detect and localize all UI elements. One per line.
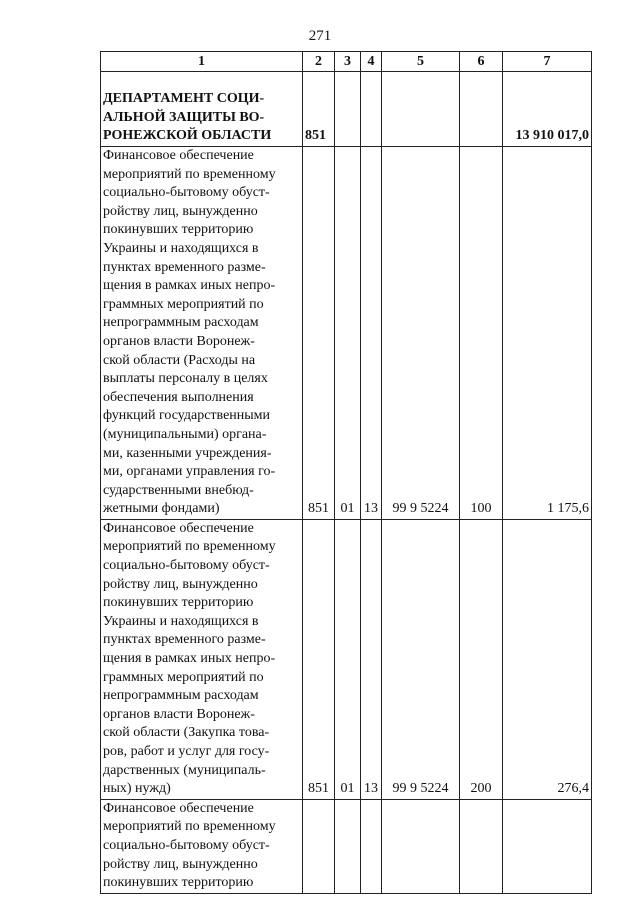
budget-table: [100, 51, 592, 894]
row-section: [335, 72, 361, 147]
row-target: [382, 72, 460, 147]
table-row: [101, 799, 592, 893]
row-section: [335, 799, 361, 893]
row-name: ДЕПАРТАМЕНТ СОЦИ- АЛЬНОЙ ЗАЩИТЫ ВО- РОНЕЖСКОЙ ОБЛАСТИ: [101, 72, 303, 147]
column-header-code: 2: [303, 52, 335, 72]
table-row: [101, 72, 592, 147]
row-type: [460, 72, 503, 147]
column-header-subsection: 4: [361, 52, 382, 72]
row-amount: 13 910 017,0: [503, 72, 592, 147]
row-type: 200: [460, 519, 503, 799]
row-target: 99 9 5224: [382, 519, 460, 799]
column-header-name: 1: [101, 52, 303, 72]
row-subsection: 13: [361, 519, 382, 799]
row-amount: 1 175,6: [503, 147, 592, 520]
table-row: [101, 147, 592, 520]
header-row: [101, 52, 592, 72]
row-subsection: [361, 72, 382, 147]
column-header-type: 6: [460, 52, 503, 72]
table-row: [101, 519, 592, 799]
row-subsection: [361, 799, 382, 893]
column-header-amount: 7: [503, 52, 592, 72]
row-name: Финансовое обеспечение мероприятий по временному социально-бытовому обуст- ройству лиц, вынужденно покинувших территорию: [101, 799, 303, 893]
row-section: 01: [335, 147, 361, 520]
row-type: [460, 799, 503, 893]
row-code: 851: [303, 147, 335, 520]
row-code: 851: [303, 72, 335, 147]
row-target: [382, 799, 460, 893]
page-number: 271: [308, 28, 332, 44]
row-name: Финансовое обеспечение мероприятий по временному социально-бытовому обуст- ройству лиц, вынужденно покинувших территорию Украины и находящихся в пунктах временного разме- щения в рамках иных непро- граммных мероприятий по непрограммным расходам органов власти Воронеж- ской области (Закупка това- ров, работ и услуг для госу- дарственных (муниципаль- ных) нужд): [101, 519, 303, 799]
column-header-section: 3: [335, 52, 361, 72]
row-amount: 276,4: [503, 519, 592, 799]
column-header-target: 5: [382, 52, 460, 72]
row-type: 100: [460, 147, 503, 520]
row-subsection: 13: [361, 147, 382, 520]
row-code: [303, 799, 335, 893]
row-name: Финансовое обеспечение мероприятий по временному социально-бытовому обуст- ройству лиц, вынужденно покинувших территорию Украины и находящихся в пунктах временного разме- щения в рамках иных непро- граммных мероприятий по непрограммным расходам органов власти Воронеж- ской области (Расходы на выплаты персоналу в целях обеспечения выполнения функций государственными (муниципальными) органа- ми, казенными учреждения- ми, органами управления го- сударственными внебюд- жетными фондами): [101, 147, 303, 520]
row-target: 99 9 5224: [382, 147, 460, 520]
row-code: 851: [303, 519, 335, 799]
row-section: 01: [335, 519, 361, 799]
row-amount: [503, 799, 592, 893]
